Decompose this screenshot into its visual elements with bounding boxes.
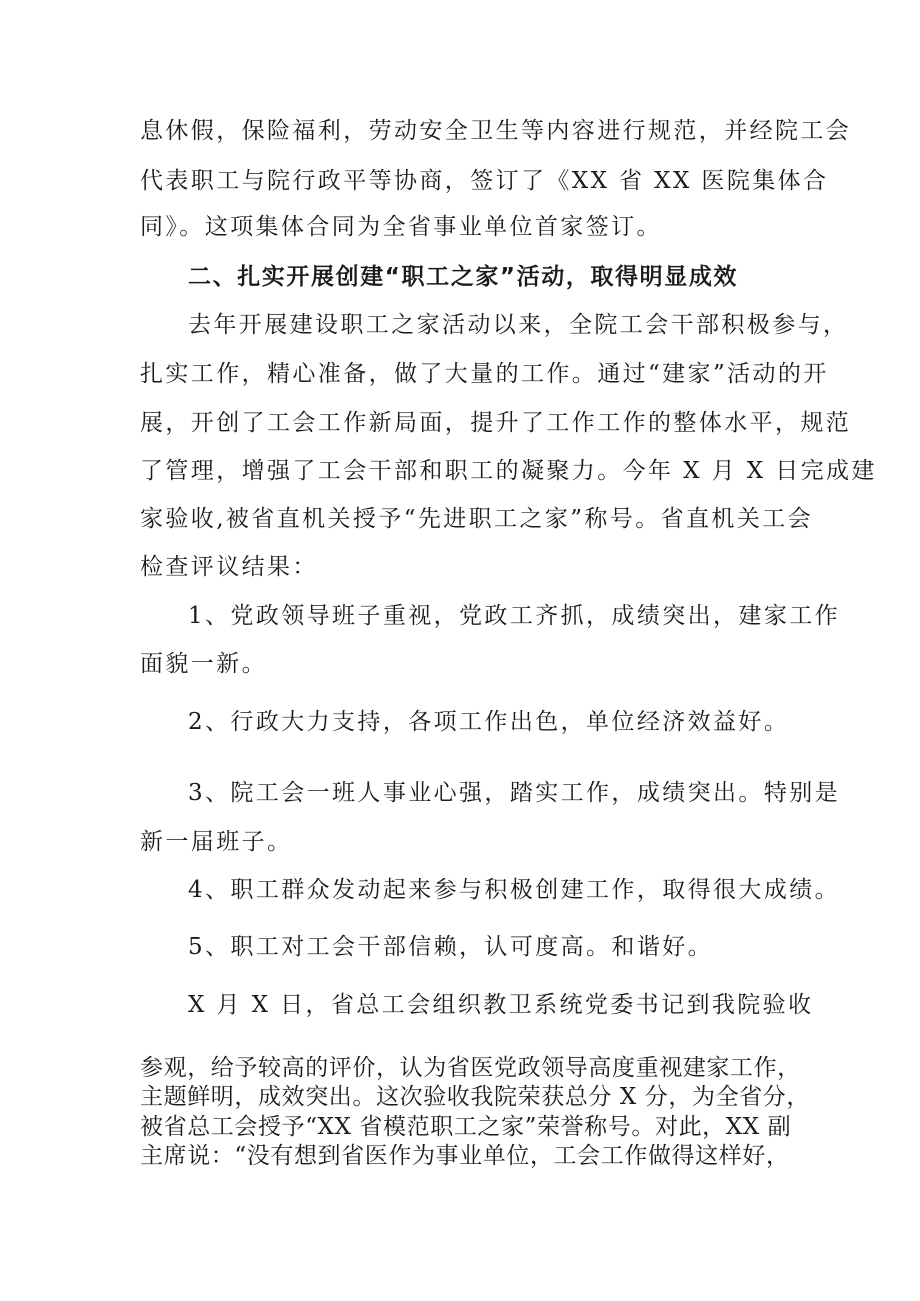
paragraph-line: 息休假，保险福利，劳动安全卫生等内容进行规范，并经院工会 xyxy=(140,118,852,144)
list-item: 2、行政大力支持，各项工作出色，单位经济效益好。 xyxy=(188,709,790,735)
paragraph-line: 主题鲜明，成效突出。这次验收我院荣获总分 X 分，为全省分， xyxy=(140,1084,810,1110)
list-item-continuation: 新一届班子。 xyxy=(140,829,293,855)
paragraph-line: 了管理，增强了工会干部和职工的凝聚力。今年 X 月 X 日完成建 xyxy=(140,458,877,484)
paragraph-line: 去年开展建设职工之家活动以来，全院工会干部积极参与， xyxy=(188,312,849,338)
paragraph-line: 参观，给予较高的评价，认为省医党政领导高度重视建家工作， xyxy=(140,1055,801,1081)
section-heading: 二、扎实开展创建“职工之家”活动，取得明显成效 xyxy=(188,264,739,290)
list-item-continuation: 面貌一新。 xyxy=(140,651,267,677)
paragraph-line: 扎实工作，精心准备，做了大量的工作。通过“建家”活动的开 xyxy=(140,361,829,387)
paragraph-line: 主席说：“没有想到省医作为事业单位，工会工作做得这样好， xyxy=(140,1143,790,1169)
list-item: 4、职工群众发动起来参与积极创建工作，取得很大成绩。 xyxy=(188,877,841,903)
paragraph-line: 被省总工会授予“XX 省模范职工之家”荣誉称号。对此，XX 副 xyxy=(140,1114,792,1140)
paragraph-line: 检查评议结果： xyxy=(140,554,318,580)
list-item: 5、职工对工会干部信赖，认可度高。和谐好。 xyxy=(188,934,714,960)
paragraph-line: 家验收,被省直机关授予“先进职工之家”称号。省直机关工会 xyxy=(140,506,814,532)
paragraph-line: X 月 X 日，省总工会组织教卫系统党委书记到我院验收 xyxy=(188,992,814,1018)
list-item: 1、党政领导班子重视，党政工齐抓，成绩突出，建家工作 xyxy=(188,603,841,629)
paragraph-line: 代表职工与院行政平等协商，签订了《XX 省 XX 医院集体合 xyxy=(140,168,829,194)
paragraph-line: 同》。这项集体合同为全省事业单位首家签订。 xyxy=(140,214,662,240)
list-item: 3、院工会一班人事业心强，踏实工作，成绩突出。特别是 xyxy=(188,780,841,806)
paragraph-line: 展，开创了工会工作新局面，提升了工作工作的整体水平，规范 xyxy=(140,410,852,436)
